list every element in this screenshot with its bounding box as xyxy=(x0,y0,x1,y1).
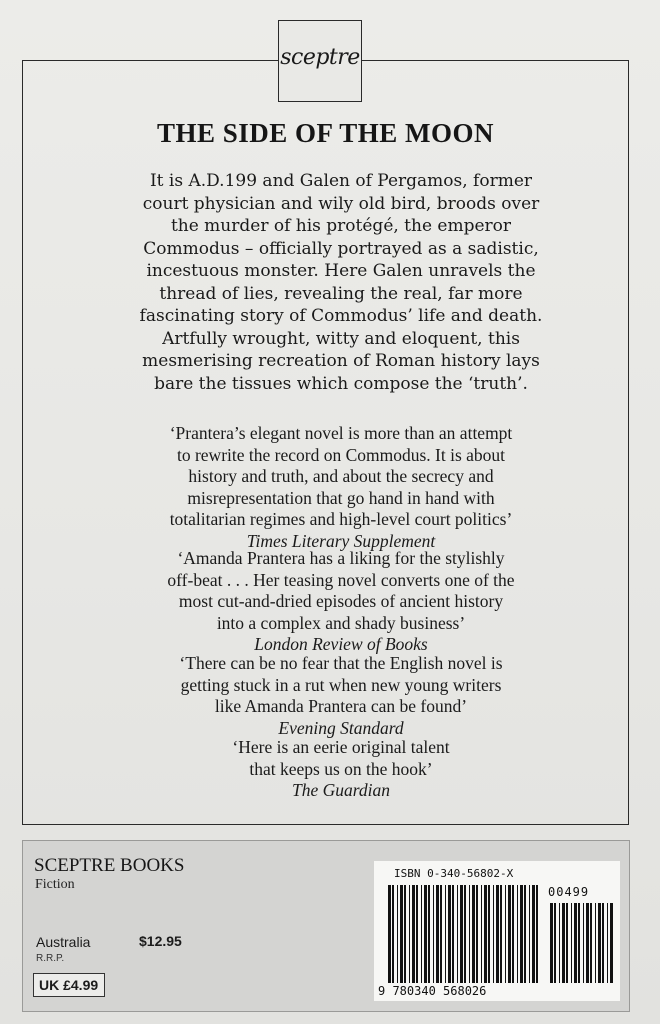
review-line: totalitarian regimes and high-level court politics’ xyxy=(169,509,513,529)
blurb-line: Commodus – officially portrayed as a sadistic, xyxy=(143,238,539,259)
uk-price-badge: UK £4.99 xyxy=(33,973,105,997)
australia-label: Australia xyxy=(36,934,91,950)
blurb-line: bare the tissues which compose the ‘truth’. xyxy=(154,373,528,394)
barcode-bar xyxy=(598,903,601,983)
barcode-bar xyxy=(404,885,406,983)
review-source: Evening Standard xyxy=(278,717,404,738)
barcode-bar xyxy=(520,885,523,983)
review-quote xyxy=(104,423,578,552)
review-line: ‘Amanda Prantera has a liking for the stylishly xyxy=(177,548,505,568)
review-line: off-beat . . . Her teasing novel converts one of the xyxy=(167,569,515,590)
barcode-bar xyxy=(460,885,463,983)
barcode-bar xyxy=(433,885,434,983)
barcode-bar xyxy=(500,885,502,983)
sceptre-logo-text: sceptre xyxy=(280,45,360,70)
barcode-bar xyxy=(484,885,487,983)
barcode-bar xyxy=(595,903,596,983)
barcode-bar xyxy=(388,885,391,983)
barcode-bar xyxy=(578,903,580,983)
barcode-bar xyxy=(397,885,398,983)
blurb-line: incestuous monster. Here Galen unravels the xyxy=(146,261,536,281)
barcode-bar xyxy=(610,903,613,983)
barcode-bar xyxy=(448,885,451,983)
review-line: ‘Here is an eerie original talent xyxy=(232,737,450,757)
ean-digits: 9 780340 568026 xyxy=(378,984,487,998)
review-quote xyxy=(104,548,578,656)
blurb xyxy=(104,170,578,395)
review-source: Times Literary Supplement xyxy=(246,530,436,551)
barcode-bar xyxy=(452,885,454,983)
barcode-bar xyxy=(440,885,442,983)
review-quote xyxy=(104,737,578,802)
book-title: THE SIDE OF THE MOON xyxy=(156,118,495,148)
review-source: London Review of Books xyxy=(254,634,428,654)
blurb-line: fascinating story of Commodus’ life and death. xyxy=(139,306,543,326)
review-line: ‘Prantera’s elegant novel is more than an attempt xyxy=(169,423,513,443)
barcode-bar xyxy=(571,903,572,983)
australia-price: $12.95 xyxy=(139,933,182,949)
barcode-bar xyxy=(445,885,446,983)
rrp-label: R.R.P. xyxy=(36,953,65,964)
category-label: Fiction xyxy=(35,877,75,892)
barcode-bar xyxy=(532,885,535,983)
barcode-bar xyxy=(602,903,604,983)
barcode-bar xyxy=(416,885,418,983)
barcode-bar xyxy=(508,885,511,983)
barcode-bar xyxy=(496,885,499,983)
review-line: ‘There can be no fear that the English novel is xyxy=(179,653,503,673)
review-source: The Guardian xyxy=(291,780,391,800)
barcode-bar xyxy=(512,885,514,983)
barcode-bar xyxy=(505,885,506,983)
barcode-bar xyxy=(469,885,470,983)
barcode-bar xyxy=(583,903,584,983)
barcode-bar xyxy=(536,885,538,983)
barcode-bar xyxy=(562,903,565,983)
barcode-bar xyxy=(529,885,530,983)
barcode-bar xyxy=(457,885,458,983)
blurb-line: Artfully wrought, witty and eloquent, this xyxy=(162,328,520,349)
barcode-bar xyxy=(424,885,427,983)
barcode-bar xyxy=(550,903,553,983)
barcode-bar xyxy=(586,903,589,983)
blurb-line: It is A.D.199 and Galen of Pergamos, former xyxy=(149,171,533,191)
barcode-bar xyxy=(436,885,439,983)
review-line: that keeps us on the hook’ xyxy=(249,758,433,779)
barcode-bar xyxy=(472,885,475,983)
blurb-line: thread of lies, revealing the real, far more xyxy=(159,283,523,304)
barcode-bar xyxy=(517,885,518,983)
barcode-bar xyxy=(412,885,415,983)
barcode-bar xyxy=(421,885,422,983)
review-line: to rewrite the record on Commodus. It is about xyxy=(176,444,506,465)
barcode-bar xyxy=(488,885,490,983)
blurb-line: mesmerising recreation of Roman history lays xyxy=(142,351,540,371)
blurb-line: court physician and wily old bird, broods over xyxy=(142,193,540,214)
barcode-bar xyxy=(481,885,482,983)
barcode-bar xyxy=(566,903,568,983)
blurb-line: the murder of his protégé, the emperor xyxy=(170,216,512,236)
imprint-panel xyxy=(22,840,630,1012)
review-line: getting stuck in a rut when new young writers xyxy=(180,674,502,695)
review-line: most cut-and-dried episodes of ancient history xyxy=(178,591,504,611)
barcode-bar xyxy=(392,885,394,983)
barcode-bar xyxy=(574,903,577,983)
review-quote xyxy=(104,653,578,739)
barcode-bar xyxy=(607,903,608,983)
barcode-bar xyxy=(554,903,556,983)
barcode-bar xyxy=(428,885,430,983)
barcode-panel xyxy=(374,861,620,1001)
review-line: misrepresentation that go hand in hand with xyxy=(187,487,495,508)
barcode-bar xyxy=(400,885,403,983)
isbn-text: ISBN 0-340-56802-X xyxy=(394,867,514,880)
price-addon-digits: 00499 xyxy=(548,885,590,899)
barcode-bar xyxy=(476,885,478,983)
barcode-bar xyxy=(524,885,526,983)
barcode-bar xyxy=(464,885,466,983)
review-line: like Amanda Prantera can be found’ xyxy=(214,696,468,716)
publisher-name: SCEPTRE BOOKS xyxy=(34,855,185,876)
barcode-bar xyxy=(590,903,592,983)
review-line: history and truth, and about the secrecy and xyxy=(188,466,494,486)
sceptre-logo xyxy=(278,20,362,102)
review-line: into a complex and shady business’ xyxy=(216,612,466,633)
barcode-bar xyxy=(559,903,560,983)
barcode-bar xyxy=(493,885,494,983)
barcode-bar xyxy=(409,885,410,983)
